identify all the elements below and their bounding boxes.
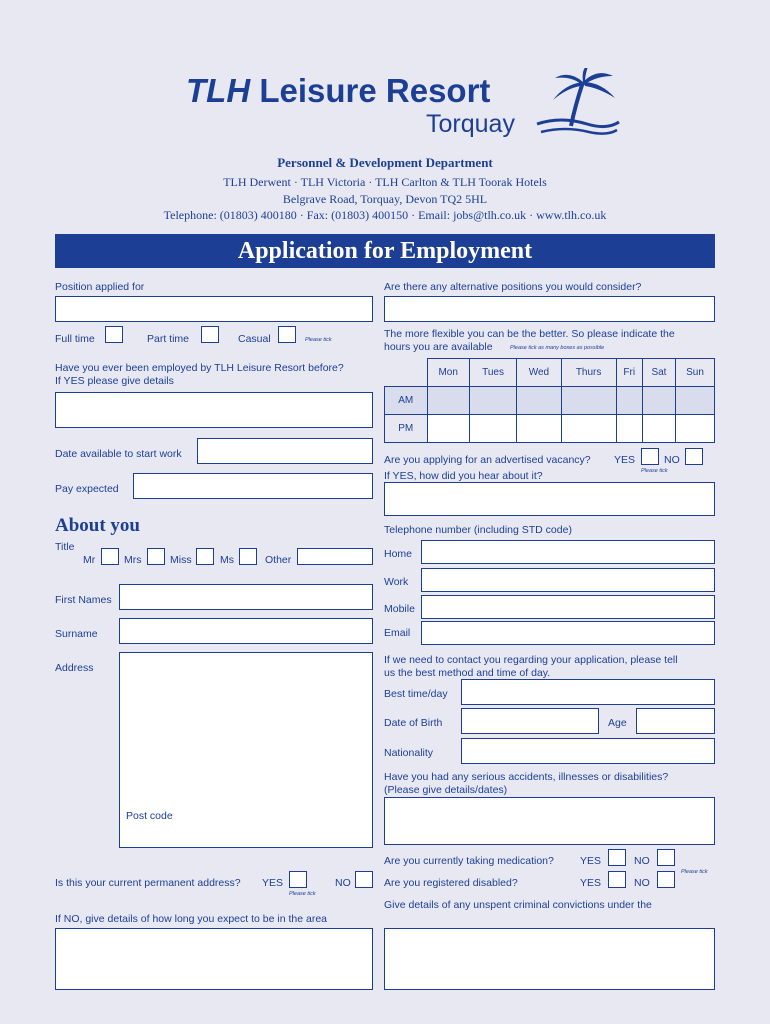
convictions-label: Give details of any unspent criminal convictions under the	[384, 899, 652, 911]
day-thurs: Thurs	[561, 359, 616, 387]
telephone-label: Telephone number (including STD code)	[384, 524, 572, 536]
position-label: Position applied for	[55, 281, 145, 293]
casual-checkbox[interactable]	[278, 326, 296, 343]
best-time-field[interactable]	[461, 679, 715, 705]
flexible-hours-text-2: hours you are available	[384, 341, 493, 353]
mr-label: Mr	[83, 554, 96, 566]
medication-tick-note: Please tick	[681, 869, 708, 875]
home-phone-label: Home	[384, 548, 413, 560]
mrs-checkbox[interactable]	[147, 548, 165, 565]
mr-checkbox[interactable]	[101, 548, 119, 565]
disabled-yes-label: YES	[580, 877, 602, 889]
casual-label: Casual	[238, 333, 271, 345]
contact-line: Telephone: (01803) 400180 · Fax: (01803) 400150 · Email: jobs@tlh.co.uk · www.tlh.co.uk	[163, 208, 607, 222]
am-cell[interactable]	[616, 387, 642, 415]
nationality-field[interactable]	[461, 738, 715, 764]
day-mon: Mon	[427, 359, 469, 387]
part-time-label: Part time	[147, 333, 190, 345]
advertised-yes-checkbox[interactable]	[641, 448, 659, 465]
am-cell[interactable]	[517, 387, 561, 415]
pm-label: PM	[385, 415, 428, 443]
alternative-positions-label: Are there any alternative positions you would consider?	[384, 281, 642, 293]
work-phone-label: Work	[384, 576, 409, 588]
contact-method-text-2: us the best method and time of day.	[384, 667, 551, 679]
permanent-no-checkbox[interactable]	[355, 871, 373, 888]
pm-cell[interactable]	[517, 415, 561, 443]
ms-checkbox[interactable]	[239, 548, 257, 565]
am-label: AM	[385, 387, 428, 415]
accidents-field[interactable]	[384, 797, 715, 845]
am-cell[interactable]	[561, 387, 616, 415]
email-label: Email	[384, 627, 411, 639]
other-title-field[interactable]	[297, 548, 373, 565]
hotels-line: TLH Derwent · TLH Victoria · TLH Carlton & TLH Toorak Hotels	[223, 175, 547, 189]
pm-cell[interactable]	[616, 415, 642, 443]
advertised-tick-note: Please tick	[641, 468, 668, 474]
miss-label: Miss	[170, 554, 192, 566]
day-fri: Fri	[616, 359, 642, 387]
full-time-label: Full time	[55, 333, 95, 345]
hear-about-field[interactable]	[384, 482, 715, 516]
employed-before-label: Have you ever been employed by TLH Leisure Resort before?	[55, 362, 344, 374]
pm-cell[interactable]	[676, 415, 715, 443]
logo-torquay: Torquay	[426, 110, 515, 138]
form-title	[55, 234, 715, 268]
age-label: Age	[608, 717, 627, 729]
flexible-hours-note: Please tick as many boxes as possible	[510, 345, 605, 351]
pm-cell[interactable]	[642, 415, 675, 443]
if-no-label: If NO, give details of how long you expect to be in the area	[55, 913, 327, 925]
pay-label: Pay expected	[55, 483, 119, 495]
pay-field[interactable]	[133, 473, 373, 499]
medication-yes-checkbox[interactable]	[608, 849, 626, 866]
am-cell[interactable]	[676, 387, 715, 415]
pm-cell[interactable]	[561, 415, 616, 443]
logo-tlh: TLH	[186, 72, 251, 109]
email-field[interactable]	[421, 621, 715, 645]
first-names-label: First Names	[55, 594, 112, 606]
palm-tree-icon	[531, 68, 621, 138]
post-code-label: Post code	[126, 810, 173, 822]
age-field[interactable]	[636, 708, 715, 734]
department-name: Personnel & Development Department	[277, 155, 493, 170]
employed-details-field[interactable]	[55, 392, 373, 428]
permanent-no-label: NO	[335, 877, 351, 889]
advertised-yes-label: YES	[614, 454, 636, 466]
please-tick-note: Please tick	[305, 337, 332, 343]
start-date-label: Date available to start work	[55, 448, 182, 460]
day-sat: Sat	[642, 359, 675, 387]
day-wed: Wed	[517, 359, 561, 387]
full-time-checkbox[interactable]	[105, 326, 123, 343]
disabled-no-checkbox[interactable]	[657, 871, 675, 888]
day-tues: Tues	[469, 359, 516, 387]
am-cell[interactable]	[427, 387, 469, 415]
medication-no-checkbox[interactable]	[657, 849, 675, 866]
permanent-address-label: Is this your current permanent address?	[55, 877, 241, 889]
ms-label: Ms	[220, 554, 234, 566]
part-time-checkbox[interactable]	[201, 326, 219, 343]
home-phone-field[interactable]	[421, 540, 715, 564]
mrs-label: Mrs	[124, 554, 142, 566]
disabled-no-label: NO	[634, 877, 650, 889]
best-time-label: Best time/day	[384, 688, 448, 700]
permanent-yes-checkbox[interactable]	[289, 871, 307, 888]
advertised-no-label: NO	[664, 454, 680, 466]
medication-yes-label: YES	[580, 855, 602, 867]
medication-no-label: NO	[634, 855, 650, 867]
address-line: Belgrave Road, Torquay, Devon TQ2 5HL	[282, 192, 488, 206]
form-title-text: Application for Employment	[237, 238, 533, 264]
address-label: Address	[55, 662, 94, 674]
logo	[186, 70, 626, 140]
convictions-field[interactable]	[384, 928, 715, 990]
flexible-hours-text: The more flexible you can be the better. So please indicate the	[384, 328, 675, 340]
first-names-field[interactable]	[119, 584, 373, 610]
advertised-no-checkbox[interactable]	[685, 448, 703, 465]
start-date-field[interactable]	[197, 438, 373, 464]
surname-label: Surname	[55, 628, 98, 640]
mobile-phone-field[interactable]	[421, 595, 715, 619]
advertised-vacancy-label: Are you applying for an advertised vacancy?	[384, 454, 591, 466]
disabled-label: Are you registered disabled?	[384, 877, 518, 889]
am-cell[interactable]	[469, 387, 516, 415]
permanent-yes-label: YES	[262, 877, 284, 889]
contact-method-text: If we need to contact you regarding your application, please tell	[384, 654, 678, 666]
accidents-label: Have you had any serious accidents, illnesses or disabilities?	[384, 771, 669, 783]
medication-label: Are you currently taking medication?	[384, 855, 554, 867]
surname-field[interactable]	[119, 618, 373, 644]
logo-leisure-resort: Leisure Resort	[259, 72, 491, 109]
grid-corner	[385, 359, 428, 387]
about-you-heading: About you	[55, 515, 140, 536]
employed-details-label: If YES please give details	[55, 375, 174, 387]
permanent-tick-note: Please tick	[289, 891, 316, 897]
if-no-field[interactable]	[55, 928, 373, 990]
miss-checkbox[interactable]	[196, 548, 214, 565]
dob-label: Date of Birth	[384, 717, 443, 729]
pm-cell[interactable]	[427, 415, 469, 443]
pm-cell[interactable]	[469, 415, 516, 443]
nationality-label: Nationality	[384, 747, 434, 759]
position-field[interactable]	[55, 296, 373, 322]
work-phone-field[interactable]	[421, 568, 715, 592]
am-cell[interactable]	[642, 387, 675, 415]
accidents-label-2: (Please give details/dates)	[384, 784, 508, 796]
mobile-phone-label: Mobile	[384, 603, 415, 615]
availability-grid	[384, 358, 715, 443]
disabled-yes-checkbox[interactable]	[608, 871, 626, 888]
dob-field[interactable]	[461, 708, 599, 734]
title-label: Title	[55, 541, 75, 553]
day-sun: Sun	[676, 359, 715, 387]
other-label: Other	[265, 554, 292, 566]
alternative-positions-field[interactable]	[384, 296, 715, 322]
hear-about-label: If YES, how did you hear about it?	[384, 470, 543, 482]
